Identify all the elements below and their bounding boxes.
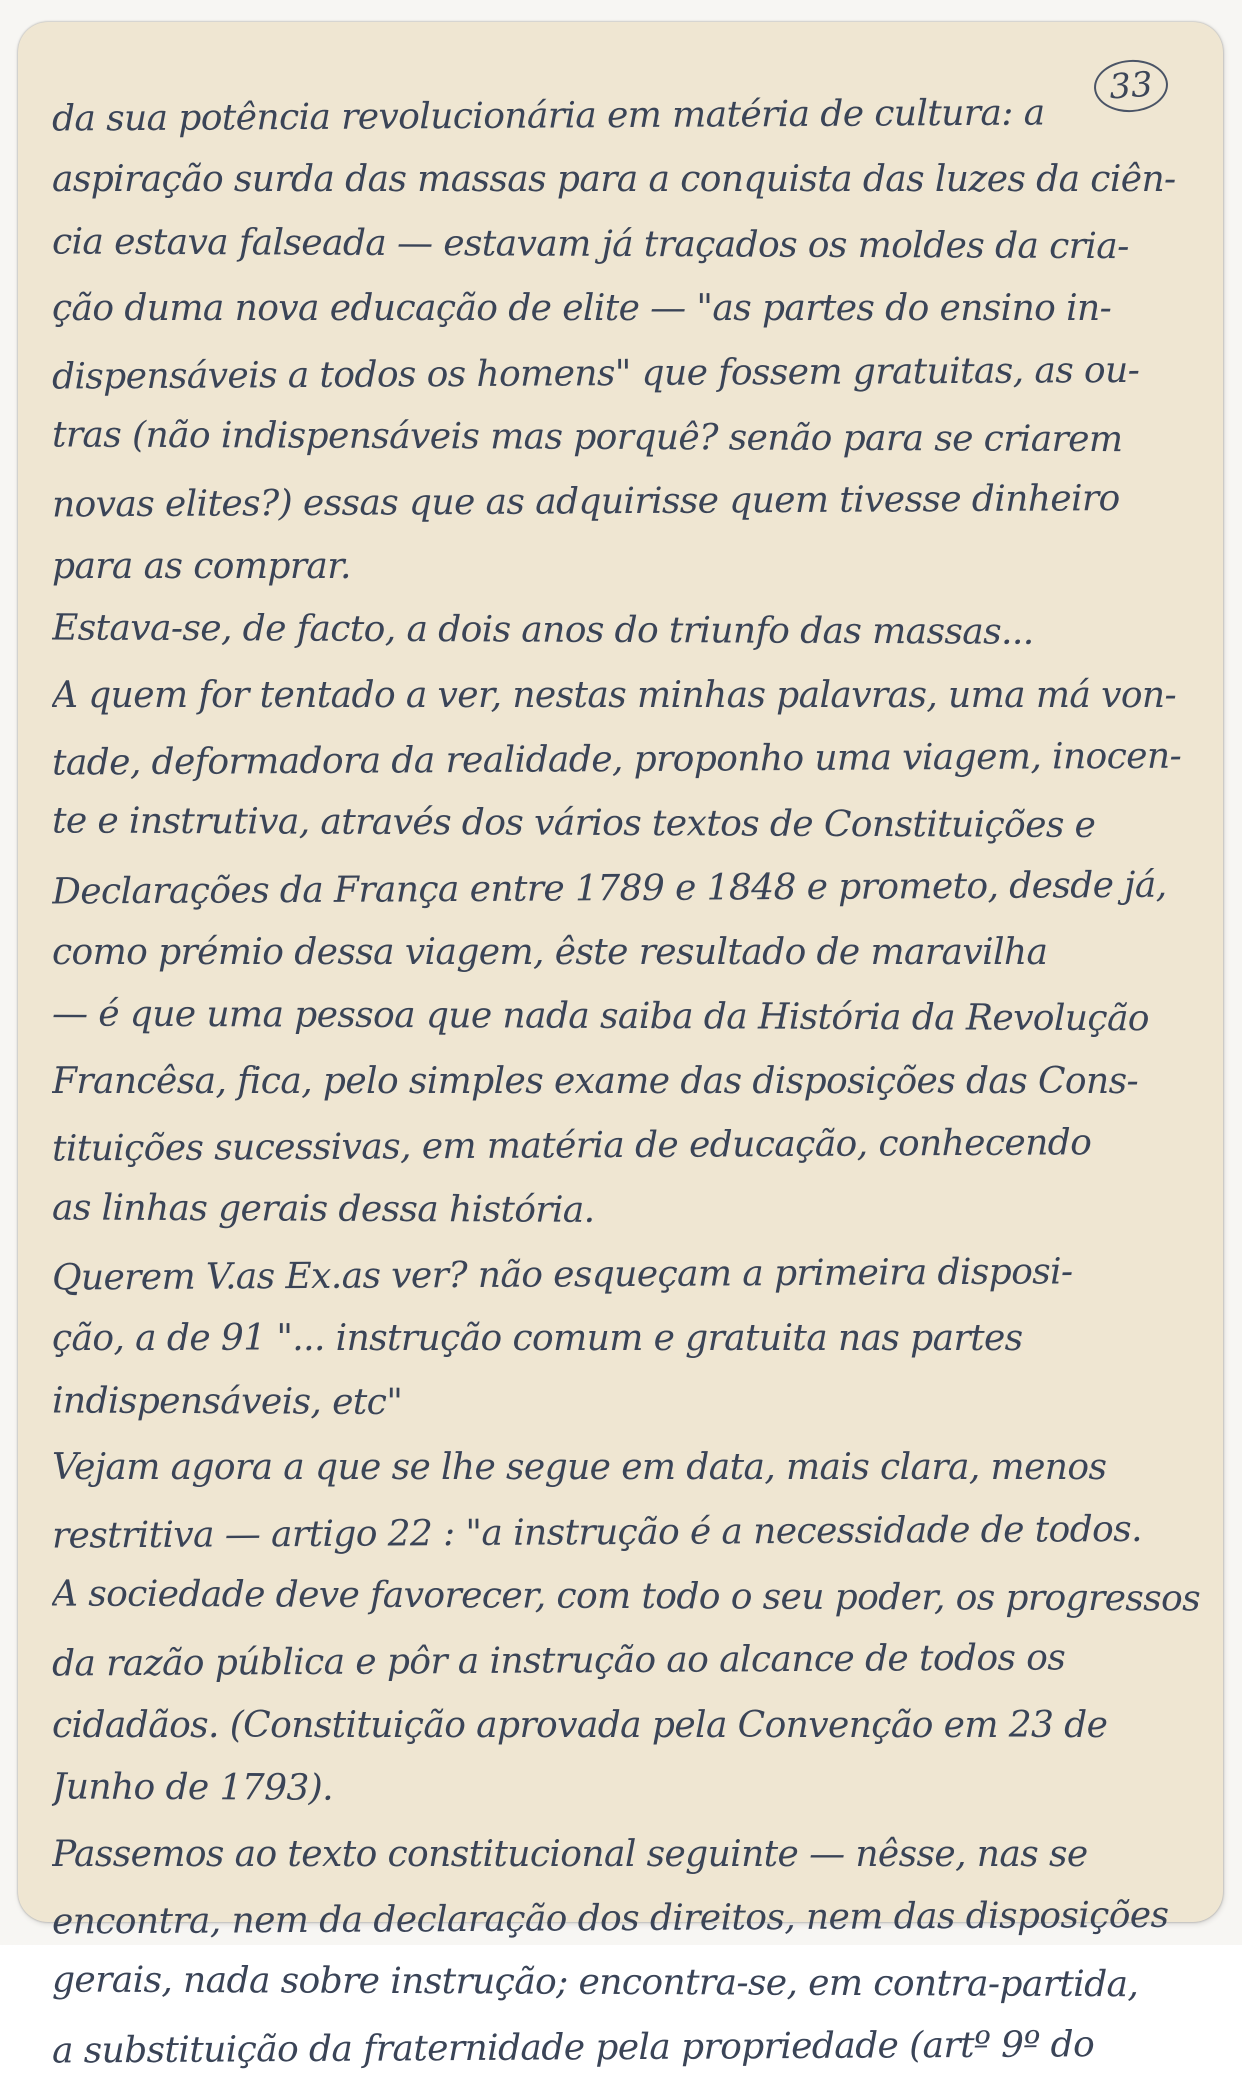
text-line: Passemos ao texto constitucional seguinte — nêsse, nas se [52, 1833, 1088, 1875]
text-line: gerais, nada sobre instrução; encontra-se, em contra-partida, [51, 1959, 1139, 2006]
text-line: novas elites?) essas que as adquirisse quem tivesse dinheiro [51, 478, 1120, 526]
text-line: restritiva — artigo 22 : "a instrução é a necessidade de todos. [51, 1508, 1142, 1557]
text-line: Querem V.as Ex.as ver? não esqueçam a primeira disposi- [51, 1251, 1073, 1299]
text-line: Junho de 1793). [51, 1766, 334, 1809]
text-line: da razão pública e pôr a instrução ao alcance de todos os [51, 1637, 1066, 1685]
text-line: Vejam agora a que se lhe segue em data, mais clara, menos [52, 1447, 1107, 1489]
text-line: como prémio dessa viagem, êste resultado de maravilha [52, 932, 1048, 974]
text-line: ção, a de 91 "... instrução comum e gratuita nas partes [52, 1318, 1023, 1360]
text-line: tras (não indispensáveis mas porquê? senão para se criarem [51, 414, 1123, 461]
text-line: cia estava falseada — estavam já traçados os moldes da cria- [51, 221, 1129, 267]
text-line: tituições sucessivas, em matéria de educação, conhecendo [51, 1122, 1092, 1170]
text-line: A sociedade deve favorecer, com todo o seu poder, os progressos [51, 1573, 1201, 1620]
text-line: tade, deformadora da realidade, proponho uma viagem, inocen- [51, 735, 1182, 784]
handwritten-text [52, 84, 1212, 2080]
text-line: ção duma nova educação de elite — "as partes do ensino in- [52, 288, 1112, 330]
text-line: encontra, nem da declaração dos direitos, nem das disposições [51, 1894, 1169, 1943]
text-line: da sua potência revolucionária em matéria de cultura: a [51, 92, 1045, 140]
text-line: para as comprar. [52, 545, 351, 587]
text-line: A quem for tentado a ver, nestas minhas palavras, uma má von- [52, 674, 1177, 716]
text-line: te e instrutiva, através dos vários textos de Constituições e [51, 800, 1096, 847]
text-line: a substituição da fraternidade pela propriedade (artº 9º do [51, 2023, 1095, 2072]
text-line: cidadãos. (Constituição aprovada pela Convenção em 23 de [52, 1704, 1108, 1746]
text-line: Francêsa, fica, pelo simples exame das disposições das Cons- [52, 1060, 1139, 1102]
text-line: aspiração surda das massas para a conquista das luzes da ciên- [52, 159, 1176, 201]
text-line: indispensáveis, etc" [51, 1380, 403, 1423]
text-line: as linhas gerais dessa história. [51, 1187, 595, 1231]
text-line: — é que uma pessoa que nada saiba da História da Revolução [51, 993, 1150, 1040]
manuscript-page [18, 22, 1223, 2072]
text-line: Estava-se, de facto, a dois anos do triunfo das massas... [51, 607, 1034, 653]
text-line: dispensáveis a todos os homens" que fossem gratuitas, as ou- [51, 349, 1140, 398]
text-line: Declarações da França entre 1789 e 1848 e prometo, desde já, [51, 864, 1167, 913]
page-number: 33 [1092, 57, 1169, 114]
